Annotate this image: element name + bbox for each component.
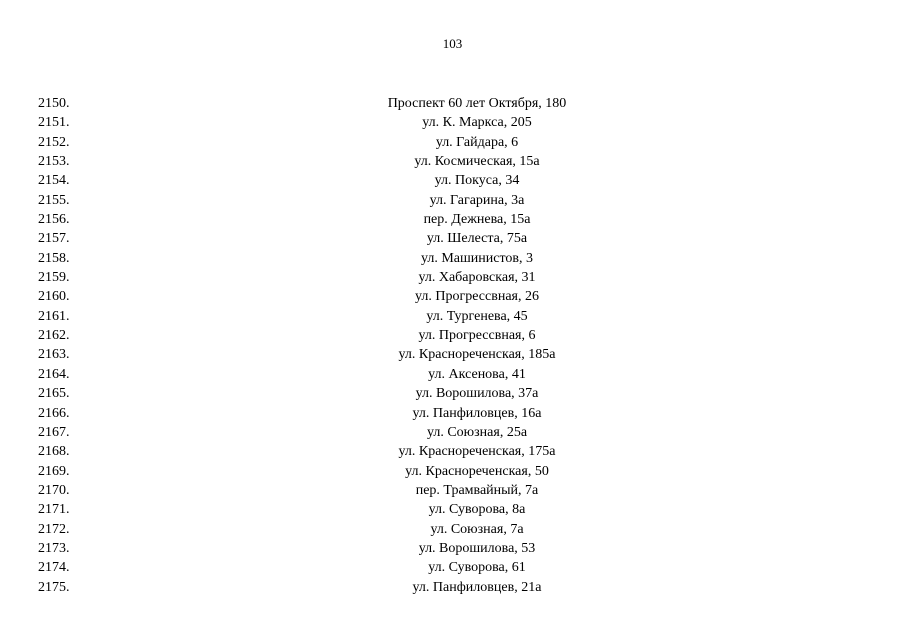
address-row — [0, 520, 905, 539]
row-address: ул. Прогрессвная, 6 — [418, 328, 536, 344]
address-row — [0, 113, 905, 132]
address-row — [0, 578, 905, 597]
address-row — [0, 307, 905, 326]
row-number: 2169. — [38, 463, 70, 479]
address-row — [0, 249, 905, 268]
address-row — [0, 345, 905, 364]
address-row — [0, 442, 905, 461]
row-address: ул. Покуса, 34 — [434, 173, 520, 189]
row-number: 2161. — [38, 308, 70, 324]
row-address: ул. К. Маркса, 205 — [422, 115, 532, 131]
row-number: 2174. — [38, 560, 70, 576]
row-address: ул. Суворова, 61 — [428, 560, 526, 576]
address-list — [0, 94, 905, 597]
address-row — [0, 404, 905, 423]
row-number: 2157. — [38, 231, 70, 247]
row-address: ул. Гайдара, 6 — [435, 134, 519, 150]
address-row — [0, 365, 905, 384]
row-number: 2171. — [38, 502, 70, 518]
address-row — [0, 94, 905, 113]
row-address: ул. Панфиловцев, 21а — [412, 579, 542, 595]
address-row — [0, 152, 905, 171]
row-number: 2160. — [38, 289, 70, 305]
row-number: 2162. — [38, 328, 70, 344]
row-number: 2164. — [38, 366, 70, 382]
address-row — [0, 268, 905, 287]
row-address: ул. Космическая, 15а — [414, 154, 540, 170]
address-row — [0, 229, 905, 248]
row-address: ул. Ворошилова, 53 — [418, 540, 536, 556]
row-address: пер. Трамвайный, 7а — [415, 482, 539, 498]
row-number: 2173. — [38, 540, 70, 556]
row-address: Проспект 60 лет Октября, 180 — [387, 96, 567, 111]
row-address: ул. Ворошилова, 37а — [415, 386, 539, 402]
row-number: 2165. — [38, 386, 70, 402]
row-number: 2172. — [38, 521, 70, 537]
row-number: 2158. — [38, 250, 70, 266]
row-address: пер. Дежнева, 15а — [423, 212, 531, 228]
address-row — [0, 326, 905, 345]
page-number: 103 — [442, 36, 463, 51]
row-number: 2150. — [38, 96, 70, 111]
row-address: ул. Машинистов, 3 — [420, 250, 534, 266]
row-address: ул. Шелеста, 75а — [426, 231, 528, 247]
row-address: ул. Тургенева, 45 — [426, 308, 528, 324]
row-address: ул. Союзная, 25а — [426, 424, 528, 440]
address-row — [0, 539, 905, 558]
address-row — [0, 558, 905, 577]
row-number: 2151. — [38, 115, 70, 131]
address-row — [0, 133, 905, 152]
row-address: ул. Хабаровская, 31 — [418, 270, 536, 286]
row-number: 2175. — [38, 579, 70, 595]
row-address: ул. Аксенова, 41 — [428, 366, 526, 382]
row-number: 2167. — [38, 424, 70, 440]
row-number: 2168. — [38, 444, 70, 460]
address-row — [0, 287, 905, 306]
row-number: 2153. — [38, 154, 70, 170]
address-row — [0, 462, 905, 481]
row-address: ул. Панфиловцев, 16а — [412, 405, 542, 421]
row-number: 2152. — [38, 134, 70, 150]
row-address: ул. Союзная, 7а — [430, 521, 524, 537]
row-number: 2166. — [38, 405, 70, 421]
row-number: 2163. — [38, 347, 70, 363]
address-row — [0, 500, 905, 519]
address-row — [0, 210, 905, 229]
row-number: 2170. — [38, 482, 70, 498]
address-row — [0, 423, 905, 442]
address-row — [0, 481, 905, 500]
address-row — [0, 191, 905, 210]
row-number: 2156. — [38, 212, 70, 228]
row-address: ул. Суворова, 8а — [428, 502, 526, 518]
row-address: ул. Краснореченская, 175а — [398, 444, 556, 460]
row-number: 2155. — [38, 192, 70, 208]
row-address: ул. Краснореченская, 185а — [398, 347, 556, 363]
row-address: ул. Краснореченская, 50 — [405, 463, 549, 479]
row-number: 2154. — [38, 173, 70, 189]
row-address: ул. Гагарина, 3а — [429, 192, 525, 208]
row-address: ул. Прогрессвная, 26 — [415, 289, 539, 305]
address-row — [0, 171, 905, 190]
address-row — [0, 384, 905, 403]
row-number: 2159. — [38, 270, 70, 286]
